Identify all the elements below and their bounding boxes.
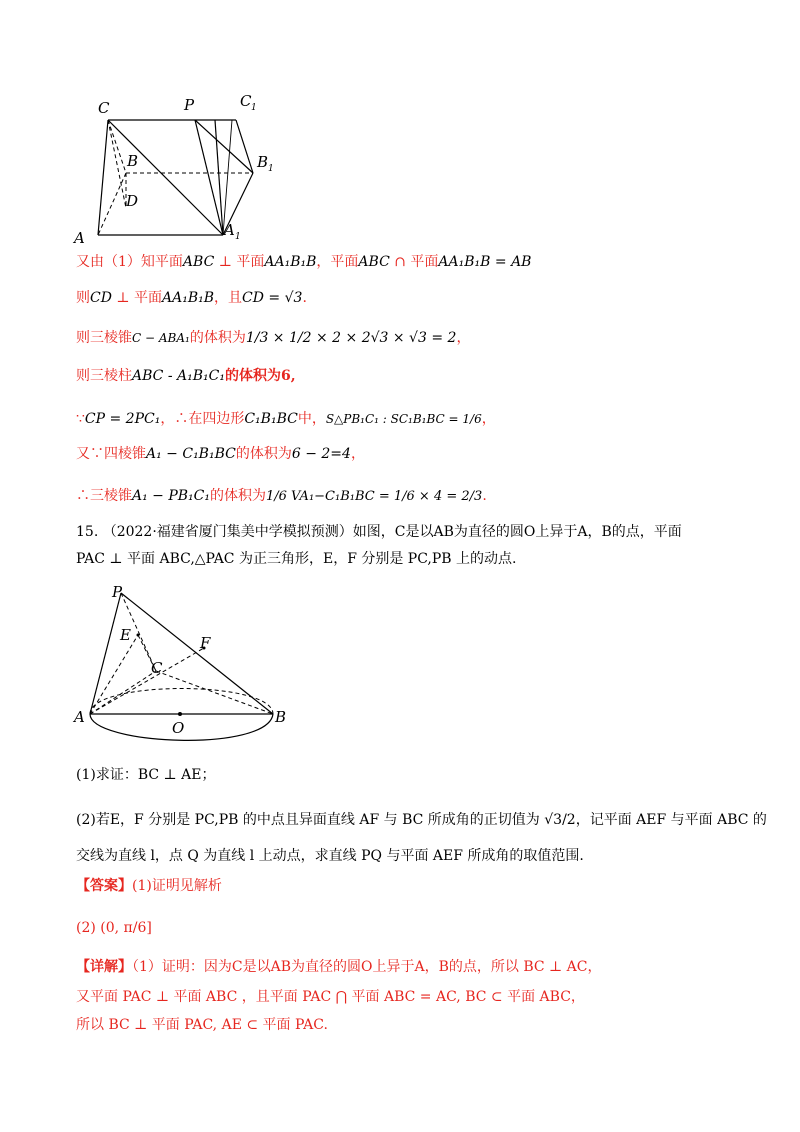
detail-line-1: 【详解】（1）证明：因为C是以AB为直径的圆O上异于A，B的点，所以 BC ⊥ AC， (76, 959, 602, 975)
question-15-line-1: 15. （2022·福建省厦门集美中学模拟预测）如图，C是以AB为直径的圆O上异于A，B的点，平面 (76, 524, 682, 540)
line-2: 则CD ⊥ 平面AA₁B₁B，且CD = √3. (76, 290, 307, 306)
label-b: B (127, 152, 139, 170)
answer-line-1: 【答案】(1)证明见解析 (76, 878, 222, 894)
label-b1: B (257, 153, 269, 171)
line-3: 则三棱锥C − ABA₁的体积为1/3 × 1/2 × 2 × 2√3 × √3 = 2， (76, 330, 471, 346)
line-5: ∵CP = 2PC₁，∴在四边形C₁B₁BC中，S△PB₁C₁ : SC₁B₁BC = 1/6， (76, 411, 496, 427)
label-c: C (151, 659, 163, 677)
label-a: A (74, 708, 85, 726)
circle-figure (68, 585, 308, 760)
question-15-line-2: PAC ⊥ 平面 ABC,△PAC 为正三角形，E，F 分别是 PC,PB 上的动点. (76, 551, 517, 567)
label-a1: A (224, 221, 235, 239)
label-c1: C (240, 92, 252, 110)
label-o: O (172, 719, 185, 737)
label-d: D (126, 192, 139, 210)
line-1: 又由（1）知平面ABC ⊥ 平面AA₁B₁B，平面ABC ∩ 平面AA₁B₁B = AB (76, 254, 532, 270)
label-c1-sub: 1 (251, 103, 257, 113)
line-4: 则三棱柱ABC - A₁B₁C₁的体积为6, (76, 368, 296, 384)
line-6: 又∵四棱锥A₁ − C₁B₁BC的体积为6 − 2=4， (76, 446, 365, 462)
sub-question-1: (1)求证：BC ⊥ AE； (76, 767, 216, 783)
label-b: B (275, 708, 287, 726)
label-p: P (184, 96, 195, 114)
detail-line-3: 所以 BC ⊥ 平面 PAC, AE ⊂ 平面 PAC. (76, 1017, 328, 1033)
prism-figure (60, 88, 300, 248)
label-c: C (98, 99, 110, 117)
line-7: ∴三棱锥A₁ − PB₁C₁的体积为1/6 VA₁−C₁B₁BC = 1/6 × 4 = 2/3. (76, 488, 487, 504)
label-a1-sub: 1 (235, 232, 241, 242)
label-b1-sub: 1 (268, 164, 274, 174)
label-p: P (112, 583, 123, 601)
detail-line-2: 又平面 PAC ⊥ 平面 ABC ，且平面 PAC ⋂ 平面 ABC = AC, BC ⊂ 平面 ABC， (76, 989, 585, 1005)
sub-question-2-line-2: 交线为直线 l，点 Q 为直线 l 上动点，求直线 PQ 与平面 AEF 所成角的取值范围. (76, 848, 584, 864)
label-f: F (200, 634, 211, 652)
label-a: A (74, 229, 85, 247)
label-e: E (120, 626, 131, 644)
sub-question-2-line-1: (2)若E，F 分别是 PC,PB 的中点且异面直线 AF 与 BC 所成角的正切值为 √3/2，记平面 AEF 与平面 ABC 的 (76, 812, 767, 828)
answer-line-2: (2) (0, π/6] (76, 920, 152, 936)
